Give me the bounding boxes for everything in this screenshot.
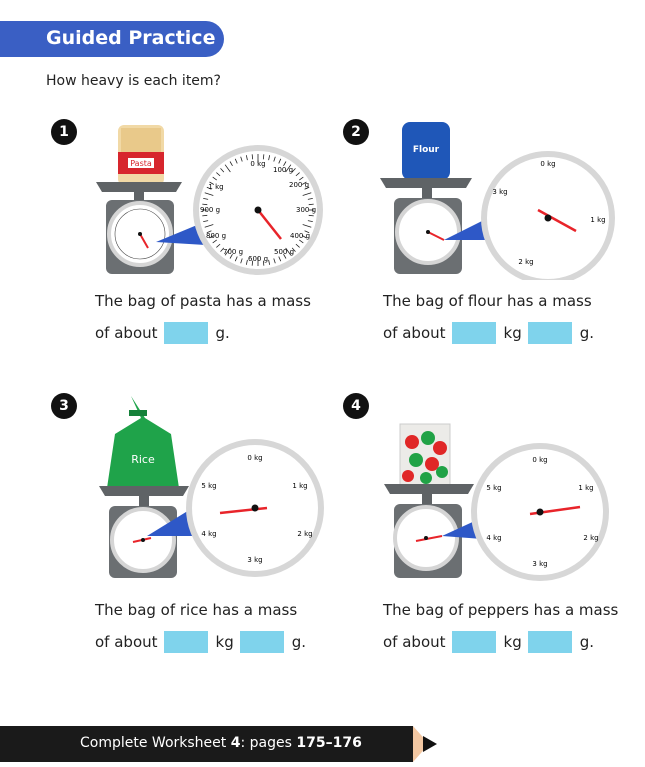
dial-4-label: 0 kg xyxy=(532,456,548,464)
dial-4-label: 5 kg xyxy=(486,484,502,492)
banner-title: Guided Practice xyxy=(46,27,216,49)
answer-unit: g. xyxy=(579,324,595,342)
dial-1-tick xyxy=(263,154,264,159)
answer-prefix: of about xyxy=(383,633,446,651)
dial-4-label: 3 kg xyxy=(532,560,548,568)
footer-worksheet-number: 4 xyxy=(230,735,241,751)
item-2-answer-row xyxy=(383,322,594,344)
scale-pan xyxy=(96,182,182,192)
answer-unit: g. xyxy=(215,324,230,342)
flour-scale-illustration xyxy=(378,120,618,280)
dial-2-label: 3 kg xyxy=(492,188,508,196)
dial-2-label: 1 kg xyxy=(590,216,606,224)
dial-2-label: 2 kg xyxy=(518,258,534,266)
pasta-label: Pasta xyxy=(130,159,152,168)
item-number-2: 2 xyxy=(343,119,369,145)
footer-page-range: 175–176 xyxy=(296,735,362,751)
answer-prefix: of about xyxy=(95,324,158,342)
item-number-4: 4 xyxy=(343,393,369,419)
item-3-sentence: The bag of rice has a mass xyxy=(95,601,298,619)
dial-3-label: 0 kg xyxy=(247,454,263,462)
flour-label: Flour xyxy=(412,145,440,155)
dial-3-label: 3 kg xyxy=(247,556,263,564)
item-3-answer-row xyxy=(95,631,306,653)
dial-1-tick xyxy=(252,154,253,159)
dial-1-label: 700 g xyxy=(222,248,244,256)
dial-1-tick xyxy=(309,204,314,205)
dial-1-label: 1 kg xyxy=(208,183,224,191)
answer-box-kilograms[interactable] xyxy=(164,631,208,653)
worksheet-footer xyxy=(0,726,413,762)
dial-1-label: 900 g xyxy=(199,206,221,214)
dial-1-label: 300 g xyxy=(295,206,317,214)
dial-1-tick xyxy=(202,204,207,205)
pencil-tip-icon xyxy=(413,726,443,762)
dial-1-tick xyxy=(202,215,207,216)
answer-unit: kg xyxy=(215,633,234,651)
item-1-sentence: The bag of pasta has a mass xyxy=(95,292,311,310)
answer-unit: g. xyxy=(291,633,307,651)
item-number-3: 3 xyxy=(51,393,77,419)
rice-label: Rice xyxy=(131,453,155,466)
footer-text xyxy=(80,735,362,751)
dial-1-label: 400 g xyxy=(289,232,311,240)
dial-3-label: 2 kg xyxy=(297,530,313,538)
dial-2-label: 0 kg xyxy=(540,160,556,168)
answer-box-kilograms[interactable] xyxy=(452,322,496,344)
answer-box-grams[interactable] xyxy=(240,631,284,653)
answer-unit: kg xyxy=(503,633,522,651)
dial-3-label: 5 kg xyxy=(201,482,217,490)
answer-box-grams[interactable] xyxy=(528,322,572,344)
item-4-sentence: The bag of peppers has a mass xyxy=(383,601,619,619)
footer-pages-label: : pages xyxy=(240,735,292,751)
dial-1-label: 500 g xyxy=(273,248,295,256)
answer-unit: g. xyxy=(579,633,595,651)
footer-prefix: Complete Worksheet xyxy=(80,735,227,751)
scale-pan xyxy=(99,486,189,496)
item-number-1: 1 xyxy=(51,119,77,145)
answer-box-grams[interactable] xyxy=(528,631,572,653)
dial-1-label: 600 g xyxy=(247,255,269,263)
answer-prefix: of about xyxy=(383,324,446,342)
dial-1-label: 0 kg xyxy=(250,160,266,168)
peppers-scale-illustration xyxy=(380,420,620,584)
answer-unit: kg xyxy=(503,324,522,342)
scale-pan xyxy=(384,484,474,494)
dial-1-tick xyxy=(309,215,314,216)
dial-3-label: 1 kg xyxy=(292,482,308,490)
guided-practice-banner xyxy=(0,21,224,57)
dial-1-label: 800 g xyxy=(205,232,227,240)
dial-3-label: 4 kg xyxy=(201,530,217,538)
rice-scale-illustration xyxy=(95,388,335,584)
dial-4-label: 1 kg xyxy=(578,484,594,492)
scale-pan xyxy=(380,178,472,188)
dial-1-label: 200 g xyxy=(288,181,310,189)
rice-sack xyxy=(107,396,179,488)
dial-4-label: 4 kg xyxy=(486,534,502,542)
answer-box-kilograms[interactable] xyxy=(452,631,496,653)
item-4-answer-row xyxy=(383,631,594,653)
answer-box-grams[interactable] xyxy=(164,322,208,344)
question-text: How heavy is each item? xyxy=(46,73,221,89)
answer-prefix: of about xyxy=(95,633,158,651)
item-2-sentence: The bag of flour has a mass xyxy=(383,292,592,310)
pasta-scale-illustration xyxy=(88,120,328,280)
dial-4-label: 2 kg xyxy=(583,534,599,542)
item-1-answer-row xyxy=(95,322,230,344)
dial-1-label: 100 g xyxy=(272,166,294,174)
